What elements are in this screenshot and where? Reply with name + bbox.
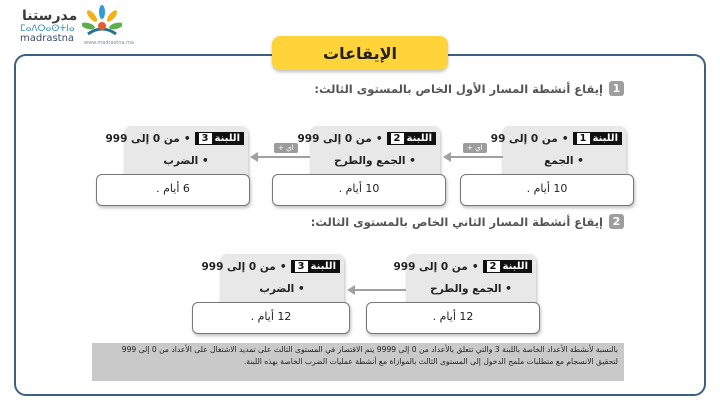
days-text: 6 أيام . (156, 182, 190, 195)
arrow-3-head-icon (347, 285, 355, 295)
level-number: 1 (577, 133, 590, 144)
level-number: 2 (391, 133, 404, 144)
card-range-row (201, 260, 340, 273)
logo-arabic-text: مدرستنا (22, 8, 78, 24)
level-number: 3 (199, 133, 212, 144)
card-range-row (105, 132, 244, 145)
section-1-heading-text: إيقاع أنشطة المسار الأول الخاص بالمستوى الثالث: (314, 81, 603, 96)
note-box: بالنسبة لأنشطة الأعداد الخاصة باللبنة 3 والتي تتعلق بالأعداد من 0 إلى 9999 يتم الاقتصار في المستوى الثالث على تمديد الاشتغال على الأعداد من 0 إلى 999 لتحقيق الانسجام مع متطلبات ملمح الدخول إلى المستوى الثالث بالموازاة مع أنشطة عمليات الضرب الخاصة بهذه اللبنة. (92, 343, 624, 381)
level-number: 3 (295, 261, 308, 272)
days-text: 12 أيام . (250, 310, 292, 323)
level-badge (291, 260, 340, 273)
level-badge (573, 132, 622, 145)
level-badge (387, 132, 436, 145)
section-1-card-2-days (272, 174, 446, 206)
level-badge (483, 260, 532, 273)
level-badge (195, 132, 244, 145)
bullet: • (279, 260, 287, 273)
sunflower-logo-icon (82, 4, 122, 44)
card-range-row (393, 260, 532, 273)
days-text: 10 أيام . (526, 182, 568, 195)
section-1-number: 1 (609, 81, 624, 96)
operation-text: • الضرب (259, 283, 305, 295)
card-range-row (491, 132, 622, 145)
level-word: اللبنة (310, 261, 336, 272)
card-range-row (297, 132, 436, 145)
logo-website-text: www.madrastna.ma (84, 40, 134, 46)
section-1-card-3-days (96, 174, 250, 206)
bullet: • (471, 260, 479, 273)
section-2-card-1-days (366, 302, 540, 334)
operation-text: • الجمع والطرح (430, 283, 512, 295)
arrow-2-line (256, 156, 310, 158)
logo-tifinagh-text: ⵎⴰⴷⵔⴰⵙⵜⵏⴰ (20, 24, 75, 34)
section-1-card-2-header (297, 126, 440, 176)
arrow-2-head-icon (250, 152, 258, 162)
logo-latin-text: madrastna (20, 33, 75, 44)
range-text: من 0 إلى 999 (105, 132, 180, 145)
section-1-card-3-header (105, 126, 248, 176)
section-1-heading (314, 81, 624, 96)
level-number: 2 (487, 261, 500, 272)
bullet: • (561, 132, 569, 145)
days-text: 12 أيام . (432, 310, 474, 323)
operation-text: • الجمع والطرح (334, 155, 416, 167)
section-2-heading (311, 214, 624, 229)
arrow-1-label: + اي (463, 143, 487, 153)
section-2-heading-text: إيقاع أنشطة المسار الثاني الخاص بالمستوى الثالث: (310, 214, 603, 229)
arrow-2-label: + اي (274, 143, 298, 153)
section-2-card-2-header (201, 254, 344, 304)
range-text: من 0 إلى 999 (393, 260, 468, 273)
bullet: • (183, 132, 191, 145)
page-title: الإيقاعات (272, 36, 448, 70)
arrow-1-head-icon (443, 152, 451, 162)
section-1-card-1-header (490, 126, 626, 176)
section-1-card-1-days (460, 174, 634, 206)
level-word: اللبنة (214, 133, 240, 144)
section-2-number: 2 (609, 214, 624, 229)
bullet: • (375, 132, 383, 145)
days-text: 10 أيام . (338, 182, 380, 195)
section-2-card-1-header (393, 254, 536, 304)
level-word: اللبنة (592, 133, 618, 144)
arrow-3-line (354, 289, 406, 291)
level-word: اللبنة (406, 133, 432, 144)
arrow-1-line (449, 156, 503, 158)
level-word: اللبنة (502, 261, 528, 272)
range-text: من 0 إلى 999 (297, 132, 372, 145)
operation-text: • الجمع (544, 155, 584, 167)
operation-text: • الضرب (163, 155, 209, 167)
section-2-card-2-days (192, 302, 350, 334)
range-text: من 0 إلى 99 (490, 132, 558, 145)
range-text: من 0 إلى 999 (201, 260, 276, 273)
